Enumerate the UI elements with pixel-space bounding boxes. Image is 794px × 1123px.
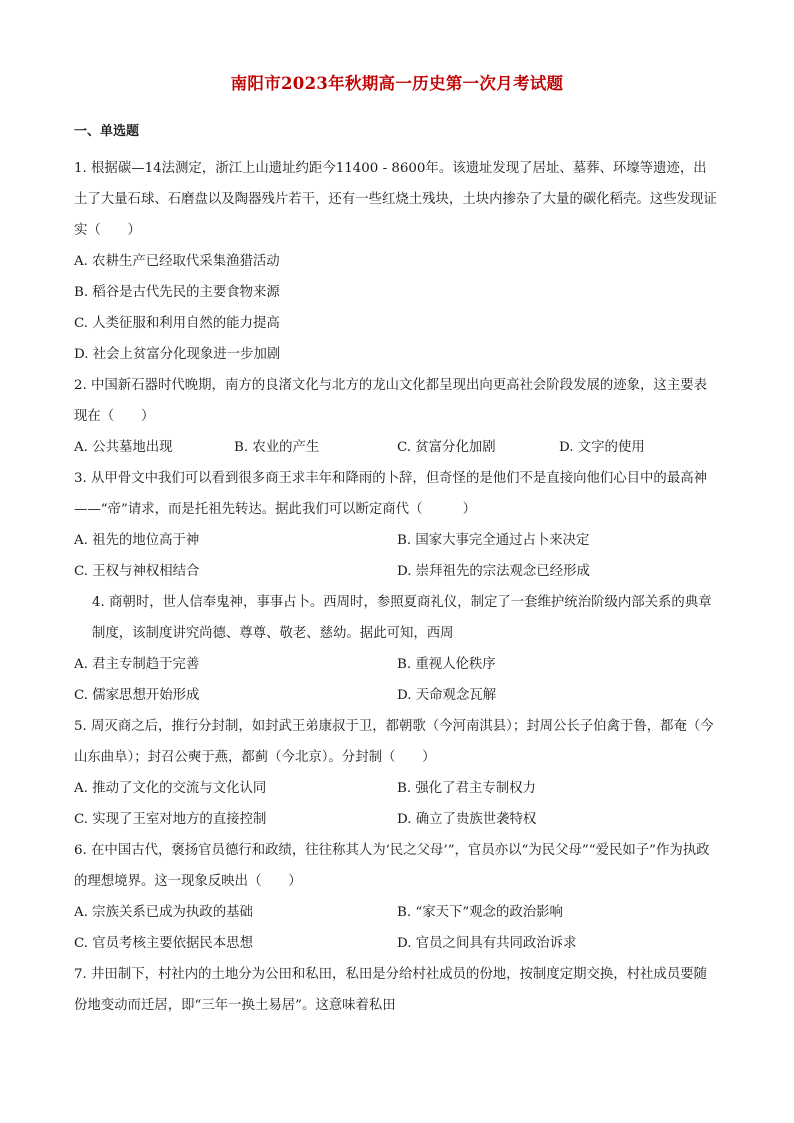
options-grid bbox=[74, 773, 720, 835]
question-stem: 6. 在中国古代，褒扬官员德行和政绩，往往称其人为‘民之父母’”，官员亦以“为民父母”“爱民如子”作为执政的理想境界。这一现象反映出（ ） bbox=[74, 843, 710, 889]
option-b: B. 强化了君主专制权力 bbox=[397, 781, 536, 796]
option-d: D. 文字的使用 bbox=[559, 440, 645, 455]
option-c: C. 王权与神权相结合 bbox=[74, 564, 200, 579]
question-5 bbox=[74, 711, 720, 835]
option-c: C. 贫富分化加剧 bbox=[397, 440, 496, 455]
option-a: A. 推动了文化的交流与文化认同 bbox=[74, 781, 267, 796]
option-d: D. 崇拜祖先的宗法观念已经形成 bbox=[397, 564, 590, 579]
question-stem: 3. 从甲骨文中我们可以看到很多商王求丰年和降雨的卜辞，但奇怪的是他们不是直接向他们心目中的最高神——“帝”请求，而是托祖先转达。据此我们可以断定商代（ ） bbox=[74, 471, 707, 517]
question-stem: 5. 周灭商之后，推行分封制，如封武王弟康叔于卫，都朝歌（今河南淇县）；封周公长子伯禽于鲁，都奄（今山东曲阜）；封召公奭于燕，都蓟（今北京）。分封制（ ） bbox=[74, 719, 714, 765]
option-a: A. 农耕生产已经取代采集渔猎活动 bbox=[74, 254, 280, 269]
option-d: D. 官员之间具有共同政治诉求 bbox=[397, 936, 577, 951]
question-stem: 2. 中国新石器时代晚期，南方的良渚文化与北方的龙山文化都呈现出向更高社会阶段发展的迹象，这主要表现在（ ） bbox=[74, 378, 707, 424]
section-heading: 一、单选题 bbox=[74, 124, 140, 139]
question-3 bbox=[74, 463, 720, 587]
option-b: B. “家天下”观念的政治影响 bbox=[397, 905, 563, 920]
option-c: C. 儒家思想开始形成 bbox=[74, 688, 200, 703]
option-d: D. 社会上贫富分化现象进一步加剧 bbox=[74, 347, 281, 362]
question-1 bbox=[74, 153, 720, 370]
options-grid bbox=[74, 897, 720, 959]
options-grid bbox=[74, 525, 720, 587]
option-a: A. 君主专制趋于完善 bbox=[74, 657, 200, 672]
option-b: B. 国家大事完全通过占卜来决定 bbox=[397, 533, 590, 548]
option-a: A. 宗族关系已成为执政的基础 bbox=[74, 905, 253, 920]
option-d: D. 确立了贵族世袭特权 bbox=[397, 812, 537, 827]
question-stem: 7. 井田制下，村社内的土地分为公田和私田，私田是分给村社成员的份地，按制度定期交换，村社成员要随份地变动而迁居，即“三年一换土易居”。这意味着私田 bbox=[74, 967, 707, 1013]
option-a: A. 公共墓地出现 bbox=[74, 440, 173, 455]
question-7 bbox=[74, 959, 720, 1021]
page-title: 南阳市2023年秋期高一历史第一次月考试题 bbox=[230, 74, 564, 93]
options-grid bbox=[74, 649, 720, 711]
options-row bbox=[74, 432, 720, 463]
option-c: C. 人类征服和利用自然的能力提高 bbox=[74, 316, 280, 331]
option-c: C. 实现了王室对地方的直接控制 bbox=[74, 812, 267, 827]
option-b: B. 农业的产生 bbox=[234, 440, 320, 455]
question-2 bbox=[74, 370, 720, 463]
option-d: D. 天命观念瓦解 bbox=[397, 688, 497, 703]
option-b: B. 重视人伦秩序 bbox=[397, 657, 496, 672]
option-c: C. 官员考核主要依据民本思想 bbox=[74, 936, 253, 951]
question-stem: 4. 商朝时，世人信奉鬼神，事事占卜。西周时，参照夏商礼仪，制定了一套维护统治阶级内部关系的典章制度，该制度讲究尚德、尊尊、敬老、慈幼。据此可知，西周 bbox=[92, 595, 712, 641]
option-b: B. 稻谷是古代先民的主要食物来源 bbox=[74, 285, 280, 300]
question-6 bbox=[74, 835, 720, 959]
option-a: A. 祖先的地位高于神 bbox=[74, 533, 200, 548]
question-4 bbox=[74, 587, 720, 711]
question-stem: 1. 根据碳—14法测定，浙江上山遗址约距今11400 - 8600年。该遗址发现了居址、墓葬、环壕等遗迹，出土了大量石球、石磨盘以及陶器残片若干，还有一些红烧土残块，土块内掺杂了大量的碳化稻壳。这些发现证实（ ） bbox=[74, 161, 717, 238]
